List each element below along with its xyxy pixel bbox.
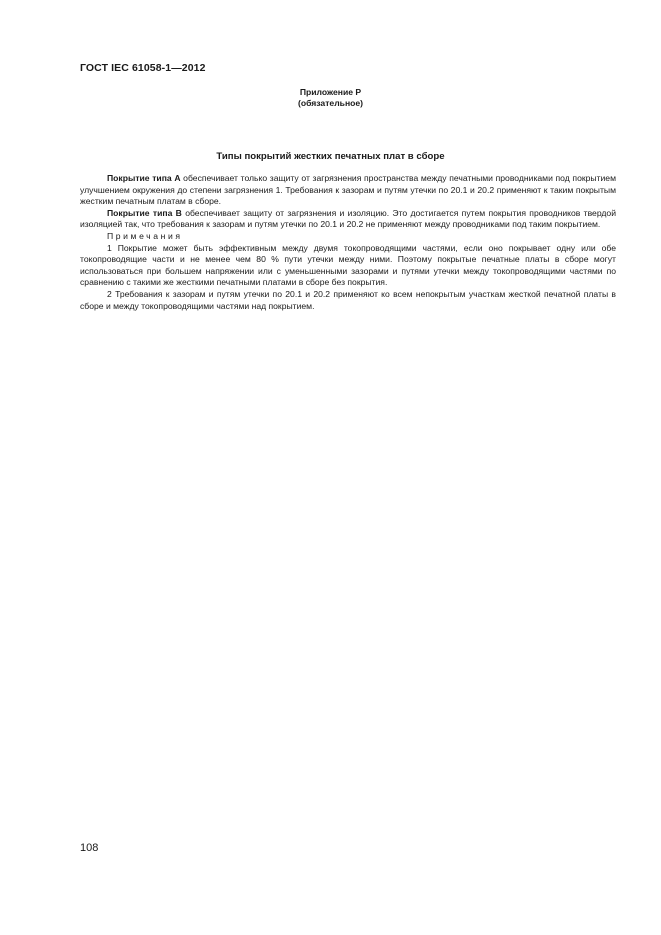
paragraph-coating-type-a [80,173,616,208]
appendix-status: (обязательное) [297,98,364,108]
paragraph-text: обеспечивает защиту от загрязнения и изоляцию. Это достигается путем покрытия проводников твердой изоляцией так, что требования к зазорам и путям утечки по 20.1 и 20.2 не применяют между проводниками под таким покрытием. [80,207,617,230]
page-number: 108 [80,842,99,854]
document-body [80,173,616,312]
page-title: Типы покрытий жестких печатных плат в сборе [216,151,445,162]
paragraph-text: обеспечивает только защиту от загрязнения пространства между печатными проводниками под покрытием улучшением окружения до степени загрязнения 1. Требования к зазорам и путям утечки по 20.1 и 20.2 применяют к таким покрытым жестким печатным платам в сборе. [80,173,616,207]
note-item: 2 Требования к зазорам и путям утечки по 20.1 и 20.2 применяют ко всем непокрытым участкам жесткой печатной платы в сборе и между токопроводящими частями над покрытием. [80,288,616,311]
term-coating-type-a: Покрытие типа А [107,173,181,183]
appendix-label: Приложение Р [299,87,362,97]
notes-heading: Примечания [107,230,183,241]
paragraph-coating-type-b [80,208,616,231]
note-item: 1 Покрытие может быть эффективным между двумя токопроводящими частями, если оно покрывает одну или обе токопроводящие части и не менее чем 80 % пути утечки между ними. Поэтому покрытые печатные платы в сборе могут использоваться при большем напряжении или с уменьшенными зазорами и путями утечки между токопроводящими частями по сравнению с такими же жесткими печатными платами в сборе без покрытия. [80,242,616,288]
term-coating-type-b: Покрытие типа В [107,207,182,218]
document-header: ГОСТ IEC 61058-1—2012 [80,62,206,74]
appendix-heading [0,87,661,109]
